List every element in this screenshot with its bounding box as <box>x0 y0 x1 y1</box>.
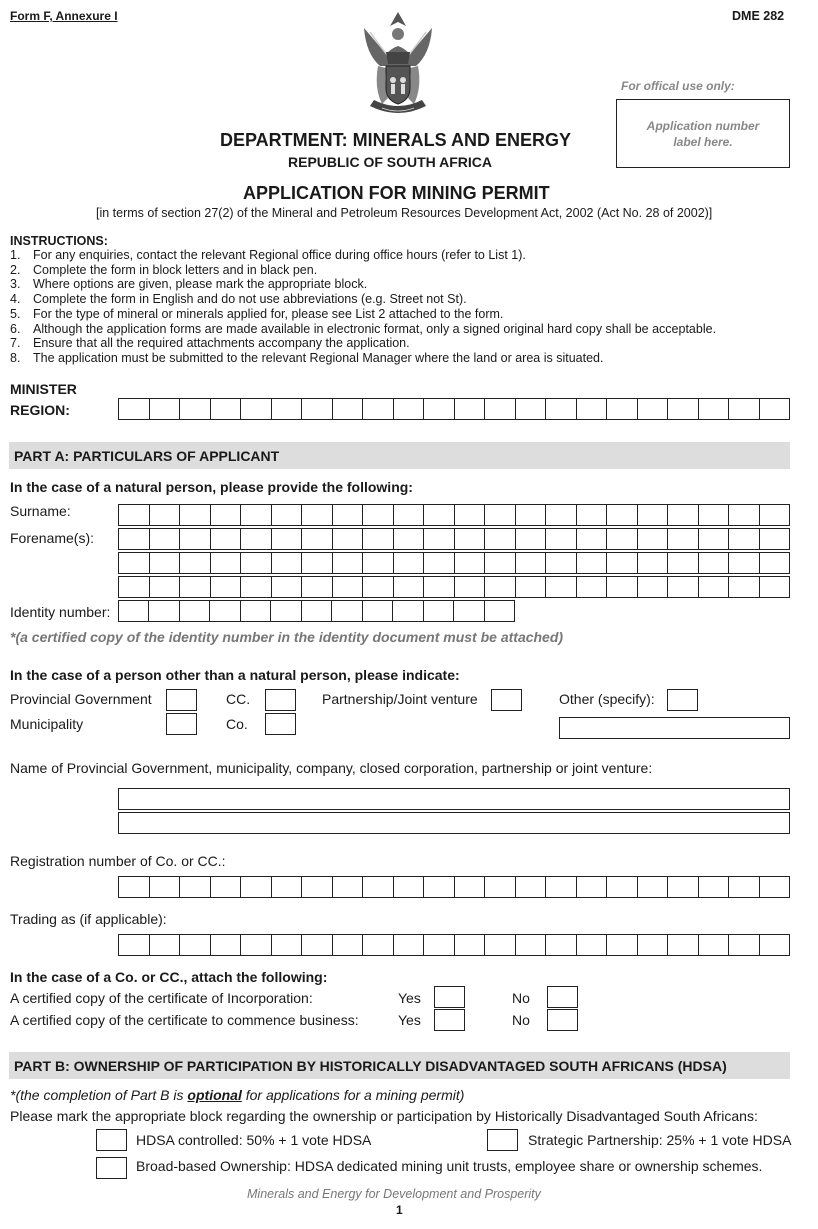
grid-cell[interactable] <box>485 601 514 621</box>
grid-cell[interactable] <box>424 601 454 621</box>
page-number: 1 <box>396 1203 403 1217</box>
grid-cell[interactable] <box>699 529 730 549</box>
grid-cell[interactable] <box>638 935 669 955</box>
grid-cell[interactable] <box>577 553 608 573</box>
grid-cell[interactable] <box>607 935 638 955</box>
grid-cell[interactable] <box>760 399 790 419</box>
grid-cell[interactable] <box>699 399 730 419</box>
forenames-field-2[interactable] <box>118 552 790 574</box>
grid-cell[interactable] <box>546 935 577 955</box>
grid-cell[interactable] <box>546 553 577 573</box>
part-b-note: *(the completion of Part B is optional for applications for a mining permit) <box>10 1087 465 1103</box>
grid-cell[interactable] <box>424 553 455 573</box>
grid-cell[interactable] <box>577 399 608 419</box>
grid-cell[interactable] <box>729 399 760 419</box>
instruction-item: 4. Complete the form in English and do not use abbreviations (e.g. Street not St). <box>10 292 467 307</box>
commence-yes-label: Yes <box>398 1012 421 1028</box>
grid-cell[interactable] <box>485 877 516 897</box>
grid-cell[interactable] <box>424 577 455 597</box>
grid-cell[interactable] <box>180 505 211 525</box>
grid-cell[interactable] <box>211 935 242 955</box>
instruction-item: 6. Although the application forms are made available in electronic format, only a signed original hard copy shall be acceptable. <box>10 321 717 336</box>
partnership-label: Partnership/Joint venture <box>322 691 478 707</box>
grid-cell[interactable] <box>546 399 577 419</box>
grid-cell[interactable] <box>150 505 181 525</box>
grid-cell[interactable] <box>180 553 211 573</box>
identity-label: Identity number: <box>10 604 111 620</box>
grid-cell[interactable] <box>638 399 669 419</box>
grid-cell[interactable] <box>393 601 423 621</box>
official-use-label: For offical use only: <box>621 79 735 93</box>
grid-cell[interactable] <box>211 529 242 549</box>
trading-as-field[interactable] <box>118 934 790 956</box>
instruction-item: 8. The application must be submitted to the relevant Regional Manager where the land or area is situated. <box>10 350 604 365</box>
grid-cell[interactable] <box>272 505 303 525</box>
instructions-heading: INSTRUCTIONS: <box>10 234 108 248</box>
grid-cell[interactable] <box>760 877 790 897</box>
registration-label: Registration number of Co. or CC.: <box>10 853 226 869</box>
commence-no-label: No <box>512 1012 530 1028</box>
grid-cell[interactable] <box>241 877 272 897</box>
grid-cell[interactable] <box>760 577 790 597</box>
identity-number-field[interactable] <box>118 600 515 622</box>
grid-cell[interactable] <box>180 577 211 597</box>
grid-cell[interactable] <box>516 935 547 955</box>
partnership-checkbox[interactable] <box>491 689 522 711</box>
grid-cell[interactable] <box>668 529 699 549</box>
entity-name-input-2[interactable] <box>118 812 790 834</box>
grid-cell[interactable] <box>333 877 364 897</box>
grid-cell[interactable] <box>424 935 455 955</box>
grid-cell[interactable] <box>272 877 303 897</box>
grid-cell[interactable] <box>180 529 211 549</box>
region-label: REGION: <box>10 402 70 418</box>
municipality-label: Municipality <box>10 716 84 732</box>
grid-cell[interactable] <box>638 553 669 573</box>
grid-cell[interactable] <box>485 529 516 549</box>
grid-cell[interactable] <box>485 577 516 597</box>
strategic-partnership-checkbox[interactable] <box>487 1129 518 1151</box>
grid-cell[interactable] <box>394 399 425 419</box>
grid-cell[interactable] <box>485 399 516 419</box>
municipality-checkbox[interactable] <box>166 713 197 735</box>
instruction-item: 7. Ensure that all the required attachments accompany the application. <box>10 336 410 351</box>
broad-based-label: Broad-based Ownership: HDSA dedicated mining unit trusts, employee share or ownership schemes. <box>136 1158 763 1174</box>
grid-cell[interactable] <box>424 877 455 897</box>
grid-cell[interactable] <box>607 399 638 419</box>
grid-cell[interactable] <box>302 553 333 573</box>
grid-cell[interactable] <box>455 529 486 549</box>
natural-person-heading: In the case of a natural person, please provide the following: <box>10 479 413 495</box>
surname-label: Surname: <box>10 503 71 519</box>
grid-cell[interactable] <box>760 505 790 525</box>
identity-note: *(a certified copy of the identity number in the identity document must be attached) <box>10 629 564 645</box>
grid-cell[interactable] <box>699 577 730 597</box>
grid-cell[interactable] <box>394 577 425 597</box>
grid-cell[interactable] <box>424 399 455 419</box>
grid-cell[interactable] <box>455 935 486 955</box>
cc-label: CC. <box>226 691 251 707</box>
grid-cell[interactable] <box>119 553 150 573</box>
grid-cell[interactable] <box>180 601 210 621</box>
grid-cell[interactable] <box>211 553 242 573</box>
grid-cell[interactable] <box>302 877 333 897</box>
grid-cell[interactable] <box>516 505 547 525</box>
grid-cell[interactable] <box>516 877 547 897</box>
grid-cell[interactable] <box>577 577 608 597</box>
trading-as-label: Trading as (if applicable): <box>10 911 167 927</box>
grid-cell[interactable] <box>760 529 790 549</box>
grid-cell[interactable] <box>607 529 638 549</box>
grid-cell[interactable] <box>546 529 577 549</box>
grid-cell[interactable] <box>241 935 272 955</box>
document-code: DME 282 <box>732 9 785 23</box>
grid-cell[interactable] <box>119 505 150 525</box>
grid-cell[interactable] <box>455 505 486 525</box>
grid-cell[interactable] <box>241 601 271 621</box>
grid-cell[interactable] <box>180 399 211 419</box>
grid-cell[interactable] <box>455 399 486 419</box>
grid-cell[interactable] <box>668 935 699 955</box>
minister-region-field[interactable] <box>118 398 790 420</box>
commence-no-checkbox[interactable] <box>547 1009 578 1031</box>
part-b-instruction: Please mark the appropriate block regarding the ownership or participation by Historically Disadvantaged South Africans: <box>10 1108 758 1124</box>
grid-cell[interactable] <box>271 601 301 621</box>
grid-cell[interactable] <box>729 505 760 525</box>
registration-number-field[interactable] <box>118 876 790 898</box>
grid-cell[interactable] <box>272 553 303 573</box>
grid-cell[interactable] <box>363 935 394 955</box>
grid-cell[interactable] <box>394 935 425 955</box>
grid-cell[interactable] <box>150 935 181 955</box>
grid-cell[interactable] <box>485 553 516 573</box>
grid-cell[interactable] <box>729 529 760 549</box>
hdsa-controlled-label: HDSA controlled: 50% + 1 vote HDSA <box>136 1132 372 1148</box>
grid-cell[interactable] <box>119 877 150 897</box>
grid-cell[interactable] <box>729 935 760 955</box>
grid-cell[interactable] <box>363 505 394 525</box>
provincial-government-checkbox[interactable] <box>166 689 197 711</box>
grid-cell[interactable] <box>729 553 760 573</box>
grid-cell[interactable] <box>577 935 608 955</box>
grid-cell[interactable] <box>729 877 760 897</box>
grid-cell[interactable] <box>241 577 272 597</box>
grid-cell[interactable] <box>485 505 516 525</box>
grid-cell[interactable] <box>485 935 516 955</box>
grid-cell[interactable] <box>516 529 547 549</box>
grid-cell[interactable] <box>241 505 272 525</box>
grid-cell[interactable] <box>668 553 699 573</box>
grid-cell[interactable] <box>607 553 638 573</box>
grid-cell[interactable] <box>577 529 608 549</box>
incorporation-yes-label: Yes <box>398 990 421 1006</box>
forenames-label: Forename(s): <box>10 530 95 546</box>
grid-cell[interactable] <box>363 553 394 573</box>
grid-cell[interactable] <box>302 577 333 597</box>
grid-cell[interactable] <box>302 529 333 549</box>
grid-cell[interactable] <box>607 877 638 897</box>
grid-cell[interactable] <box>272 935 303 955</box>
grid-cell[interactable] <box>150 877 181 897</box>
grid-cell[interactable] <box>211 399 242 419</box>
grid-cell[interactable] <box>272 399 303 419</box>
grid-cell[interactable] <box>302 399 333 419</box>
grid-cell[interactable] <box>699 553 730 573</box>
attach-heading: In the case of a Co. or CC., attach the following: <box>10 969 328 985</box>
grid-cell[interactable] <box>455 877 486 897</box>
commence-yes-checkbox[interactable] <box>434 1009 465 1031</box>
grid-cell[interactable] <box>668 577 699 597</box>
co-checkbox[interactable] <box>265 713 296 735</box>
grid-cell[interactable] <box>333 399 364 419</box>
grid-cell[interactable] <box>455 553 486 573</box>
grid-cell[interactable] <box>210 601 240 621</box>
republic-title: REPUBLIC OF SOUTH AFRICA <box>288 154 493 170</box>
grid-cell[interactable] <box>455 577 486 597</box>
grid-cell[interactable] <box>119 601 149 621</box>
grid-cell[interactable] <box>363 577 394 597</box>
grid-cell[interactable] <box>668 877 699 897</box>
coat-of-arms-icon <box>356 8 440 120</box>
grid-cell[interactable] <box>638 577 669 597</box>
grid-cell[interactable] <box>119 935 150 955</box>
department-title: DEPARTMENT: MINERALS AND ENERGY <box>220 130 572 150</box>
grid-cell[interactable] <box>363 601 393 621</box>
grid-cell[interactable] <box>149 601 179 621</box>
grid-cell[interactable] <box>119 529 150 549</box>
grid-cell[interactable] <box>150 553 181 573</box>
grid-cell[interactable] <box>607 577 638 597</box>
application-number-label-box <box>616 99 790 168</box>
grid-cell[interactable] <box>516 553 547 573</box>
grid-cell[interactable] <box>333 577 364 597</box>
broad-based-checkbox[interactable] <box>96 1157 127 1179</box>
grid-cell[interactable] <box>546 577 577 597</box>
grid-cell[interactable] <box>668 505 699 525</box>
other-person-heading: In the case of a person other than a natural person, please indicate: <box>10 667 460 683</box>
incorporation-label: A certified copy of the certificate of Incorporation: <box>10 990 313 1006</box>
grid-cell[interactable] <box>699 505 730 525</box>
instruction-item: 2. Complete the form in block letters and in black pen. <box>10 262 318 277</box>
form-reference: Form F, Annexure I <box>10 9 118 23</box>
forenames-field-3[interactable] <box>118 576 790 598</box>
grid-cell[interactable] <box>424 505 455 525</box>
grid-cell[interactable] <box>150 529 181 549</box>
grid-cell[interactable] <box>363 529 394 549</box>
grid-cell[interactable] <box>119 399 150 419</box>
grid-cell[interactable] <box>180 935 211 955</box>
instruction-item: 3. Where options are given, please mark the appropriate block. <box>10 277 368 292</box>
grid-cell[interactable] <box>333 505 364 525</box>
commence-label: A certified copy of the certificate to commence business: <box>10 1012 359 1028</box>
grid-cell[interactable] <box>668 399 699 419</box>
strategic-partnership-label: Strategic Partnership: 25% + 1 vote HDSA <box>528 1132 792 1148</box>
grid-cell[interactable] <box>424 529 455 549</box>
footer-slogan: Minerals and Energy for Development and Prosperity <box>247 1187 541 1201</box>
instruction-item: 5. For the type of mineral or minerals applied for, please see List 2 attached to the form. <box>10 306 504 321</box>
grid-cell[interactable] <box>333 553 364 573</box>
grid-cell[interactable] <box>363 399 394 419</box>
grid-cell[interactable] <box>394 877 425 897</box>
label-box-line2: label here. <box>673 135 733 149</box>
grid-cell[interactable] <box>577 505 608 525</box>
grid-cell[interactable] <box>211 577 242 597</box>
grid-cell[interactable] <box>394 553 425 573</box>
grid-cell[interactable] <box>211 505 242 525</box>
forenames-field-1[interactable] <box>118 528 790 550</box>
other-label: Other (specify): <box>559 691 655 707</box>
incorporation-no-label: No <box>512 990 530 1006</box>
label-box-line1: Application number <box>646 119 760 133</box>
part-b-header: PART B: OWNERSHIP OF PARTICIPATION BY HISTORICALLY DISADVANTAGED SOUTH AFRICANS (HDSA) <box>9 1052 790 1079</box>
incorporation-yes-checkbox[interactable] <box>434 986 465 1008</box>
grid-cell[interactable] <box>577 877 608 897</box>
grid-cell[interactable] <box>638 505 669 525</box>
grid-cell[interactable] <box>607 505 638 525</box>
grid-cell[interactable] <box>272 529 303 549</box>
incorporation-no-checkbox[interactable] <box>547 986 578 1008</box>
grid-cell[interactable] <box>333 935 364 955</box>
grid-cell[interactable] <box>546 505 577 525</box>
grid-cell[interactable] <box>454 601 484 621</box>
grid-cell[interactable] <box>302 601 332 621</box>
minister-label: MINISTER <box>10 381 77 397</box>
other-checkbox[interactable] <box>667 689 698 711</box>
grid-cell[interactable] <box>211 877 242 897</box>
other-specify-input[interactable] <box>559 717 790 739</box>
grid-cell[interactable] <box>363 877 394 897</box>
grid-cell[interactable] <box>180 877 211 897</box>
grid-cell[interactable] <box>699 877 730 897</box>
grid-cell[interactable] <box>516 399 547 419</box>
grid-cell[interactable] <box>638 877 669 897</box>
grid-cell[interactable] <box>729 577 760 597</box>
grid-cell[interactable] <box>302 505 333 525</box>
grid-cell[interactable] <box>760 935 790 955</box>
grid-cell[interactable] <box>699 935 730 955</box>
entity-name-input-1[interactable] <box>118 788 790 810</box>
grid-cell[interactable] <box>546 877 577 897</box>
grid-cell[interactable] <box>272 577 303 597</box>
grid-cell[interactable] <box>241 399 272 419</box>
page-title: APPLICATION FOR MINING PERMIT <box>243 183 550 203</box>
instructions-list <box>10 248 800 366</box>
grid-cell[interactable] <box>516 577 547 597</box>
grid-cell[interactable] <box>394 505 425 525</box>
grid-cell[interactable] <box>333 529 364 549</box>
grid-cell[interactable] <box>394 529 425 549</box>
grid-cell[interactable] <box>150 577 181 597</box>
entity-name-label: Name of Provincial Government, municipality, company, closed corporation, partnership or joint venture: <box>10 760 653 776</box>
grid-cell[interactable] <box>119 577 150 597</box>
grid-cell[interactable] <box>302 935 333 955</box>
grid-cell[interactable] <box>760 553 790 573</box>
page-subtitle: [in terms of section 27(2) of the Mineral and Petroleum Resources Development Act, 2002 (Act No. 28 of 2002)] <box>96 206 713 220</box>
grid-cell[interactable] <box>332 601 362 621</box>
co-label: Co. <box>226 716 248 732</box>
grid-cell[interactable] <box>150 399 181 419</box>
surname-field[interactable] <box>118 504 790 526</box>
hdsa-controlled-checkbox[interactable] <box>96 1129 127 1151</box>
cc-checkbox[interactable] <box>265 689 296 711</box>
grid-cell[interactable] <box>241 553 272 573</box>
instruction-item: 1. For any enquiries, contact the relevant Regional office during office hours (refer to List 1). <box>10 248 526 262</box>
part-a-header: PART A: PARTICULARS OF APPLICANT <box>9 442 790 469</box>
grid-cell[interactable] <box>241 529 272 549</box>
provincial-government-label: Provincial Government <box>10 691 152 707</box>
grid-cell[interactable] <box>638 529 669 549</box>
